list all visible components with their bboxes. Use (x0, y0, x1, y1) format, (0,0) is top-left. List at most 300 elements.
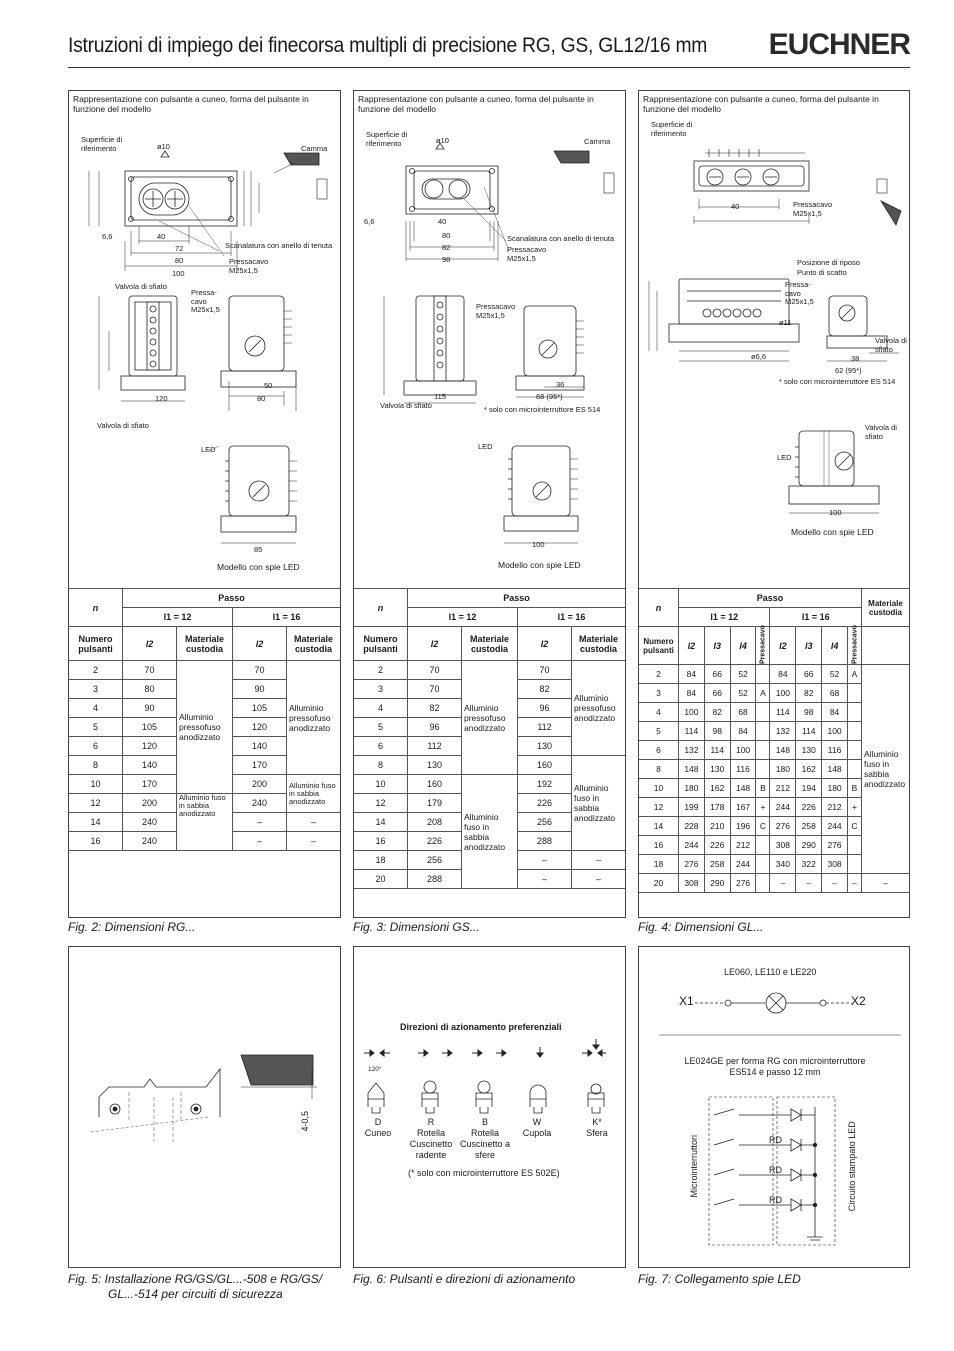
fig2-dim-80b: 80 (257, 394, 266, 403)
mat-cell: Alluminio pressofuso anodizzato (462, 661, 518, 775)
cell: 70 (518, 661, 572, 680)
button-name: Sfera (586, 1128, 608, 1138)
th-l2: l2 (123, 627, 177, 661)
table-row (354, 661, 626, 680)
cell: 66 (704, 665, 730, 684)
cell: – (796, 874, 822, 893)
fig3-note: * solo con microinterruttore ES 514 (484, 405, 601, 414)
fig7-panel (638, 946, 910, 1268)
cell: 276 (730, 874, 756, 893)
th-l16: l1 = 16 (233, 608, 341, 627)
cell (848, 855, 862, 874)
th-mat-sub (862, 627, 910, 665)
fig4-dim-62: 62 (95*) (835, 366, 862, 375)
fig2-valv-label: Valvola di sfiato (115, 282, 167, 291)
cell: 288 (408, 870, 462, 889)
fig4-led-label: LED (777, 453, 792, 462)
fig2-valv2-label: Valvola di sfiato (97, 421, 149, 430)
cell: 114 (796, 722, 822, 741)
fig4-valv-label: Valvola di sfiato (875, 336, 907, 354)
th-matb: Materiale custodia (287, 627, 341, 661)
cell: A (756, 684, 770, 703)
button-code: R (427, 1117, 435, 1127)
fig4-table (638, 588, 910, 893)
cell: 100 (730, 741, 756, 760)
cell: 6 (354, 737, 408, 756)
button-name: Rotella Cuscinetto radente (409, 1128, 453, 1160)
cell: 82 (796, 684, 822, 703)
cell: – (572, 870, 626, 889)
th-passo: Passo (408, 589, 626, 608)
fig2-pressa2-label: Pressa-cavo M25x1,5 (191, 288, 220, 314)
cell: 90 (233, 680, 287, 699)
fig3-dim-82: 82 (442, 243, 451, 252)
mat-cell: Alluminio fuso in sabbia anodizzato (862, 665, 910, 874)
th-passo: Passo (679, 589, 862, 608)
fig7-caption: Fig. 7: Collegamento spie LED (638, 1272, 801, 1286)
fig2-dim-120: 120 (155, 394, 168, 403)
cell: – (572, 851, 626, 870)
cell: 180 (679, 779, 705, 798)
th-l12: l1 = 12 (408, 608, 518, 627)
mat-cell: Alluminio fuso in sabbia anodizzato (287, 775, 341, 813)
cell: 212 (770, 779, 796, 798)
th-l12: l1 = 12 (679, 608, 770, 627)
cell: 70 (123, 661, 177, 680)
cell: 120 (123, 737, 177, 756)
mat-cell: Alluminio fuso in sabbia anodizzato (572, 756, 626, 851)
th-l2b: l2 (518, 627, 572, 661)
fig5-caption-line2: GL...-514 per circuiti di sicurezza (108, 1287, 283, 1301)
mat-cell: Alluminio pressofuso anodizzato (177, 661, 233, 794)
button-type-r (406, 1117, 456, 1161)
fig4-press-label: Pressacavo M25x1,5 (793, 200, 833, 218)
th-l3b: l3 (796, 627, 822, 665)
cell: 160 (518, 756, 572, 775)
cell: 212 (730, 836, 756, 855)
fig3-dim-100: 100 (532, 540, 545, 549)
fig5-caption (68, 1272, 343, 1302)
fig7-top-title: LE060, LE110 e LE220 (724, 967, 817, 977)
cell: 210 (704, 817, 730, 836)
button-type-b (458, 1117, 512, 1161)
cell: 240 (123, 813, 177, 832)
cell: 308 (770, 836, 796, 855)
fig3-camma-label: Camma (584, 137, 611, 146)
cell: 10 (639, 779, 679, 798)
fig7-right-label: Circuito stampato LED (846, 1121, 857, 1212)
cell: 20 (639, 874, 679, 893)
cell: 14 (354, 813, 408, 832)
cell: 226 (704, 836, 730, 855)
th-mat: Materiale custodia (177, 627, 233, 661)
fig3-dim-40: 40 (438, 217, 447, 226)
cell (848, 684, 862, 703)
cell: 180 (822, 779, 848, 798)
fig3-dim-115: 115 (434, 392, 446, 401)
th-n: n (69, 589, 123, 627)
cell: 52 (822, 665, 848, 684)
cell (756, 836, 770, 855)
fig3-intro: Rappresentazione con pulsante a cuneo, forma del pulsante in funzione del modello (358, 94, 594, 114)
cell: 322 (796, 855, 822, 874)
cell: 130 (408, 756, 462, 775)
fig3-scan-label: Scanalatura con anello di tenuta (507, 234, 615, 243)
fig4-drawing (639, 91, 910, 591)
fig4-caption: Fig. 4: Dimensioni GL... (638, 920, 764, 934)
fig2-led-label: LED (201, 445, 216, 454)
cell: 4 (639, 703, 679, 722)
fig7-x1: X1 (679, 994, 694, 1008)
cell: 16 (69, 832, 123, 851)
cell: 3 (639, 684, 679, 703)
cell: 148 (822, 760, 848, 779)
cell: 10 (354, 775, 408, 794)
cell: 16 (354, 832, 408, 851)
cell: 194 (796, 779, 822, 798)
cell: 100 (822, 722, 848, 741)
cell: – (848, 874, 862, 893)
button-name: Cuneo (364, 1128, 392, 1138)
fig4-riposo-label: Posizione di riposo (797, 258, 860, 267)
cell: 2 (354, 661, 408, 680)
brand-logo: EUCHNER (768, 28, 910, 61)
cell (756, 665, 770, 684)
cell: 116 (822, 741, 848, 760)
cell (756, 855, 770, 874)
cell: – (822, 874, 848, 893)
th-matb: Materiale custodia (572, 627, 626, 661)
button-type-k (576, 1117, 618, 1139)
cell: 208 (408, 813, 462, 832)
fig4-dim-40: 40 (731, 202, 740, 211)
th-pressb: Pressacavo (848, 627, 862, 665)
th-l2: l2 (679, 627, 705, 665)
th-n: n (639, 589, 679, 627)
cell: 20 (354, 870, 408, 889)
cell: 199 (679, 798, 705, 817)
cell (848, 722, 862, 741)
th-l16: l1 = 16 (518, 608, 626, 627)
cell: 3 (69, 680, 123, 699)
cell: 12 (639, 798, 679, 817)
cell: 96 (408, 718, 462, 737)
fig7-left-label: Microinterruttori (689, 1134, 700, 1198)
button-code: B (481, 1117, 488, 1127)
cell: 84 (679, 665, 705, 684)
cell: 82 (704, 703, 730, 722)
cell: 18 (354, 851, 408, 870)
cell: 90 (123, 699, 177, 718)
cell: 140 (123, 756, 177, 775)
cell: 105 (233, 699, 287, 718)
cell: 114 (770, 703, 796, 722)
fig6-panel (353, 946, 626, 1268)
fig2-intro: Rappresentazione con pulsante a cuneo, forma del pulsante in funzione del modello (73, 94, 309, 114)
cell: 16 (639, 836, 679, 855)
fig7-drawing (639, 947, 910, 1268)
fig3-dim-68: 68 (95*) (536, 392, 563, 401)
fig4-ledmodel-label: Modello con spie LED (791, 527, 874, 537)
th-l4: l4 (730, 627, 756, 665)
cell: 276 (679, 855, 705, 874)
cell (756, 703, 770, 722)
cell: 130 (518, 737, 572, 756)
cell: 84 (770, 665, 796, 684)
fig4-d11-label: ø11 (779, 318, 792, 327)
fig3-ledmodel-label: Modello con spie LED (498, 560, 581, 570)
cell: 132 (770, 722, 796, 741)
cell: – (518, 851, 572, 870)
cell: 244 (770, 798, 796, 817)
cell: 162 (704, 779, 730, 798)
cell: 244 (679, 836, 705, 855)
page-header (68, 28, 910, 68)
cell (756, 722, 770, 741)
fig4-note: * solo con microinterruttore ES 514 (779, 377, 896, 386)
th-numero: Numero pulsanti (639, 627, 679, 665)
fig4-pressa2-label: Pressa-cavo M25x1,5 (785, 280, 814, 306)
cell: 66 (704, 684, 730, 703)
cell: 14 (639, 817, 679, 836)
cell: 148 (770, 741, 796, 760)
cell: 70 (233, 661, 287, 680)
fig3-press-label: Pressacavo M25x1,5 (507, 245, 547, 263)
cell: 66 (796, 665, 822, 684)
cell: 98 (796, 703, 822, 722)
cell: 290 (704, 874, 730, 893)
fig2-dim-80: 80 (175, 256, 184, 265)
cell: 244 (822, 817, 848, 836)
fig6-drawing (354, 947, 626, 1268)
cell: – (287, 832, 341, 851)
table-row (639, 874, 910, 893)
fig6-caption: Fig. 6: Pulsanti e direzioni di azionamento (353, 1272, 576, 1286)
fig2-dim-66: 6,6 (102, 232, 113, 241)
fig2-dim-85: 85 (254, 545, 263, 554)
cell (756, 874, 770, 893)
th-numero: Numero pulsanti (354, 627, 408, 661)
cell: 12 (354, 794, 408, 813)
th-mat: Materiale custodia (462, 627, 518, 661)
cell: 100 (679, 703, 705, 722)
button-type-d (358, 1117, 398, 1139)
cell: 80 (123, 680, 177, 699)
fig4-d66-label: ø6,6 (751, 352, 767, 361)
cell: B (756, 779, 770, 798)
cell: 2 (639, 665, 679, 684)
th-l2b: l2 (233, 627, 287, 661)
fig7-bottom-title: LE024GE per forma RG con microinterruttore ES514 e passo 12 mm (684, 1056, 866, 1077)
cell (756, 760, 770, 779)
fig5-drawing (69, 947, 341, 1268)
cell: 12 (69, 794, 123, 813)
cell: 5 (354, 718, 408, 737)
fig2-dim-100: 100 (172, 269, 185, 278)
fig3-diam-label: ø10 (436, 136, 449, 145)
th-numero: Numero pulsanti (69, 627, 123, 661)
cell: 228 (679, 817, 705, 836)
button-type-w (516, 1117, 558, 1139)
th-l2b: l2 (770, 627, 796, 665)
fig2-diam-label: ø10 (157, 142, 170, 151)
cell: 290 (796, 836, 822, 855)
cell: 2 (69, 661, 123, 680)
fig2-caption: Fig. 2: Dimensioni RG... (68, 920, 196, 934)
th-l4b: l4 (822, 627, 848, 665)
mat-cell: Alluminio fuso in sabbia anodizzato (177, 794, 233, 851)
cell: + (848, 798, 862, 817)
cell: 167 (730, 798, 756, 817)
cell: 180 (770, 760, 796, 779)
cell: 308 (679, 874, 705, 893)
cell: 244 (730, 855, 756, 874)
cell: 226 (518, 794, 572, 813)
page-title: Istruzioni di impiego dei finecorsa multipli di precisione RG, GS, GL12/16 mm (68, 34, 708, 57)
cell: 258 (796, 817, 822, 836)
cell: 3 (354, 680, 408, 699)
fig4-dim-38: 38 (851, 354, 860, 363)
cell: 212 (822, 798, 848, 817)
cell: 196 (730, 817, 756, 836)
cell: 148 (679, 760, 705, 779)
fig6-title: Direzioni di azionamento preferenziali (400, 1022, 562, 1032)
cell: – (233, 813, 287, 832)
cell: 8 (354, 756, 408, 775)
cell: 192 (518, 775, 572, 794)
fig2-table (68, 588, 341, 851)
fig7-rd-3: RD (769, 1195, 782, 1205)
cell (848, 760, 862, 779)
cell: 10 (69, 775, 123, 794)
fig3-dim-36: 36 (556, 380, 565, 389)
th-passo: Passo (123, 589, 341, 608)
cell: 114 (679, 722, 705, 741)
cell: 70 (408, 680, 462, 699)
cell: 8 (69, 756, 123, 775)
fig6-note: (* solo con microinterruttore ES 502E) (408, 1168, 560, 1178)
cell: 200 (123, 794, 177, 813)
cell: 100 (770, 684, 796, 703)
cell: 132 (679, 741, 705, 760)
cell: 8 (639, 760, 679, 779)
cell: 200 (233, 775, 287, 794)
cell: 82 (518, 680, 572, 699)
cell: C (848, 817, 862, 836)
cell: 52 (730, 684, 756, 703)
cell: 18 (639, 855, 679, 874)
fig2-panel (68, 90, 341, 918)
cell: 70 (408, 661, 462, 680)
cell: 4 (354, 699, 408, 718)
cell: 130 (704, 760, 730, 779)
fig2-ledmodel-label: Modello con spie LED (217, 562, 300, 572)
cell: – (770, 874, 796, 893)
button-name: Rotella Cuscinetto a sfere (459, 1128, 511, 1160)
cell: 116 (730, 760, 756, 779)
cell: 120 (233, 718, 287, 737)
cell (848, 836, 862, 855)
table-row (639, 665, 910, 684)
cell: 112 (408, 737, 462, 756)
cell: 82 (408, 699, 462, 718)
fig3-valv-label: Valvola di sfiato (380, 401, 432, 410)
cell: – (233, 832, 287, 851)
cell: 170 (123, 775, 177, 794)
cell: 6 (69, 737, 123, 756)
cell: 179 (408, 794, 462, 813)
fig6-angle: 120° (368, 1066, 382, 1073)
cell: 112 (518, 718, 572, 737)
cell: 162 (796, 760, 822, 779)
cell: 256 (408, 851, 462, 870)
fig3-press2-label: Pressacavo M25x1,5 (476, 302, 516, 320)
cell: C (756, 817, 770, 836)
fig7-x2: X2 (851, 994, 866, 1008)
cell: 140 (233, 737, 287, 756)
fig4-dim-100: 100 (829, 508, 842, 517)
cell: 226 (796, 798, 822, 817)
cell: 288 (518, 832, 572, 851)
fig2-camma-label: Camma (301, 144, 328, 153)
cell: 178 (704, 798, 730, 817)
th-press: Pressacavo (756, 627, 770, 665)
cell: 170 (233, 756, 287, 775)
mat-cell: Alluminio fuso in sabbia anodizzato (462, 775, 518, 889)
cell: B (848, 779, 862, 798)
fig3-ref-label: Superficie di riferimento (366, 130, 408, 148)
button-name: Cupola (522, 1128, 552, 1138)
fig7-rd-2: RD (769, 1165, 782, 1175)
cell: 105 (123, 718, 177, 737)
cell: 68 (822, 684, 848, 703)
mat-cell: Alluminio pressofuso anodizzato (572, 661, 626, 756)
cell: + (756, 798, 770, 817)
fig4-scatto-label: Punto di scatto (797, 268, 847, 277)
fig7-rd-1: RD (769, 1135, 782, 1145)
cell: 256 (518, 813, 572, 832)
cell (848, 741, 862, 760)
cell: 340 (770, 855, 796, 874)
th-l3: l3 (704, 627, 730, 665)
cell: 14 (69, 813, 123, 832)
button-code: D (374, 1117, 382, 1127)
button-code: K* (592, 1117, 602, 1127)
cell: 276 (770, 817, 796, 836)
fig4-panel (638, 90, 910, 918)
table-row (69, 661, 341, 680)
fig2-ref-label: Superficie di riferimento (81, 135, 123, 153)
cell: 240 (123, 832, 177, 851)
button-code: W (532, 1117, 542, 1127)
th-l16: l1 = 16 (770, 608, 862, 627)
fig5-dim: 4-0,5 (300, 1110, 311, 1132)
cell: 148 (730, 779, 756, 798)
fig4-valv2-label: Valvola di sfiato (865, 423, 897, 441)
cell: – (862, 874, 910, 893)
fig3-dim-80: 80 (442, 231, 451, 240)
cell: 240 (233, 794, 287, 813)
th-l2: l2 (408, 627, 462, 661)
cell: 258 (704, 855, 730, 874)
cell: 114 (704, 741, 730, 760)
cell: 84 (822, 703, 848, 722)
cell: 226 (408, 832, 462, 851)
cell: A (848, 665, 862, 684)
fig3-table (353, 588, 626, 889)
cell: 84 (679, 684, 705, 703)
cell: 84 (730, 722, 756, 741)
